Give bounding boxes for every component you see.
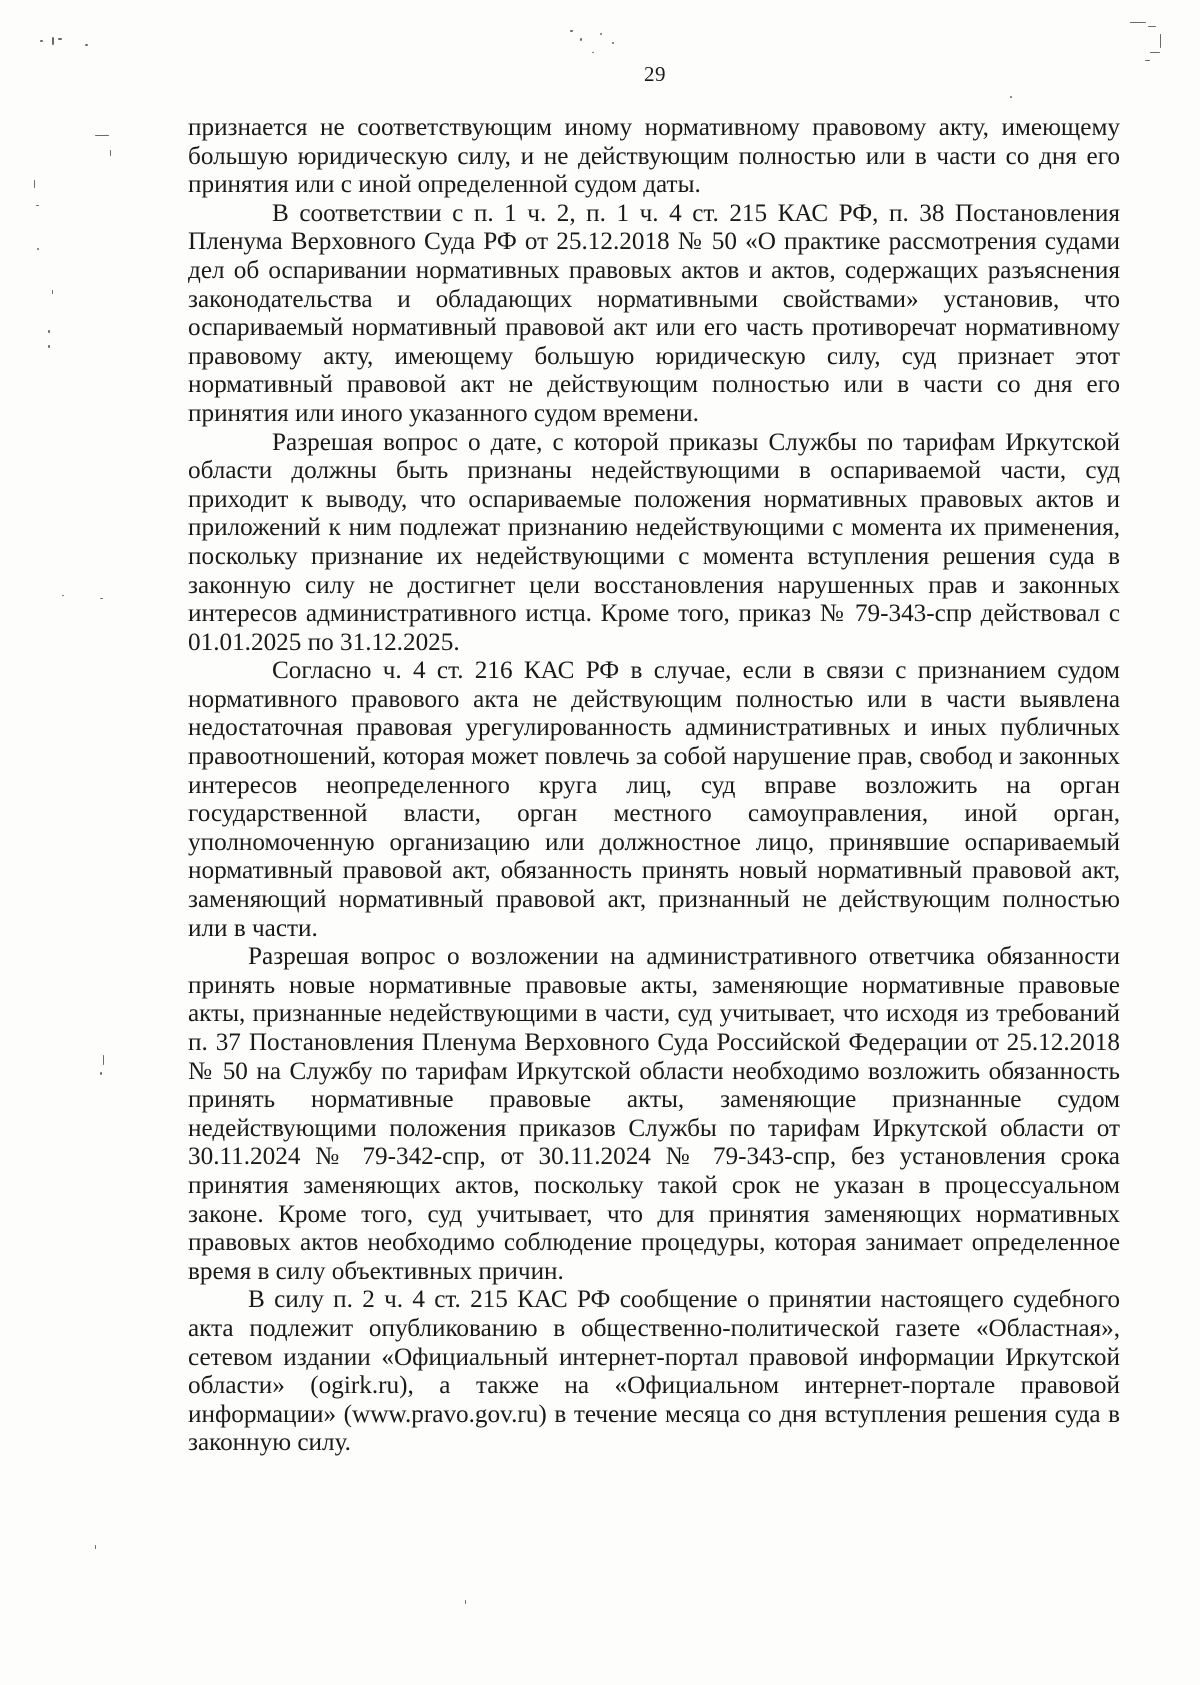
page-number: 29 — [644, 62, 666, 86]
paragraph-obligation-decision: Разрешая вопрос о возложении на административного ответчика обязанности принять новые нормативные правовые акты, заменяющие нормативные правовые акты, признанные недействующими в части, суд учитывает, что исходя из требований п. 37 Постановления Пленума Верховного Суда Российской Федерации от 25.12.2018 № 50 на Службу по тарифам Иркутской области необходимо возложить обязанность принять нормативные правовые акты, заменяющие признанные судом недействующими положения приказов Службы по тарифам Иркутской области от 30.11.2024 № 79-342-спр, от 30.11.2024 № 79-343-спр, без установления срока принятия заменяющих актов, поскольку такой срок не указан в процессуальном законе. Кроме того, суд учитывает, что для принятия заменяющих нормативных правовых актов необходимо соблюдение процедуры, которая занимает определенное время в силу объективных причин. — [188, 943, 1120, 1285]
paragraph-continuation: признается не соответствующим иному нормативному правовому акту, имеющему большую юридическую силу, и не действующим полностью или в части со дня его принятия или с иной определенной судом даты. — [188, 114, 1120, 199]
document-body — [188, 114, 1120, 1458]
paragraph-procedure-basis: В соответствии с п. 1 ч. 2, п. 1 ч. 4 ст. 215 КАС РФ, п. 38 Постановления Пленума Верховного Суда РФ от 25.12.2018 № 50 «О практике рассмотрения судами дел об оспаривании нормативных правовых актов и актов, содержащих разъяснения законодательства и обладающих нормативными свойствами» установив, что оспариваемый нормативный правовой акт или его часть противоречат нормативному правовому акту, имеющему большую юридическую силу, суд признает этот нормативный правовой акт не действующим полностью или в части со дня его принятия или иного указанного судом времени. — [188, 199, 1120, 427]
paragraph-effective-date: Разрешая вопрос о дате, с которой приказы Службы по тарифам Иркутской области должны быть признаны недействующими в оспариваемой части, суд приходит к выводу, что оспариваемые положения нормативных правовых актов и приложений к ним подлежат признанию недействующими с момента их применения, поскольку признание их недействующими с момента вступления решения суда в законную силу не достигнет цели восстановления нарушенных прав и законных интересов административного истца. Кроме того, приказ № 79-343-спр действовал с 01.01.2025 по 31.12.2025. — [188, 428, 1120, 656]
paragraph-replacement-obligation: Согласно ч. 4 ст. 216 КАС РФ в случае, если в связи с признанием судом нормативного правового акта не действующим полностью или в части выявлена недостаточная правовая урегулированность административных и иных публичных правоотношений, которая может повлечь за собой нарушение прав, свобод и законных интересов неопределенного круга лиц, суд вправе возложить на орган государственной власти, орган местного самоуправления, иной орган, уполномоченную организацию или должностное лицо, принявшие оспариваемый нормативный правовой акт, обязанность принять новый нормативный правовой акт, заменяющий нормативный правовой акт, признанный не действующим полностью или в части. — [188, 657, 1120, 942]
paragraph-publication: В силу п. 2 ч. 4 ст. 215 КАС РФ сообщение о принятии настоящего судебного акта подлежит опубликованию в общественно-политической газете «Областная», сетевом издании «Официальный интернет-портал правовой информации Иркутской области» (ogirk.ru), а также на «Официальном интернет-портале правовой информации» (www.pravo.gov.ru) в течение месяца со дня вступления решения суда в законную силу. — [188, 1286, 1120, 1457]
